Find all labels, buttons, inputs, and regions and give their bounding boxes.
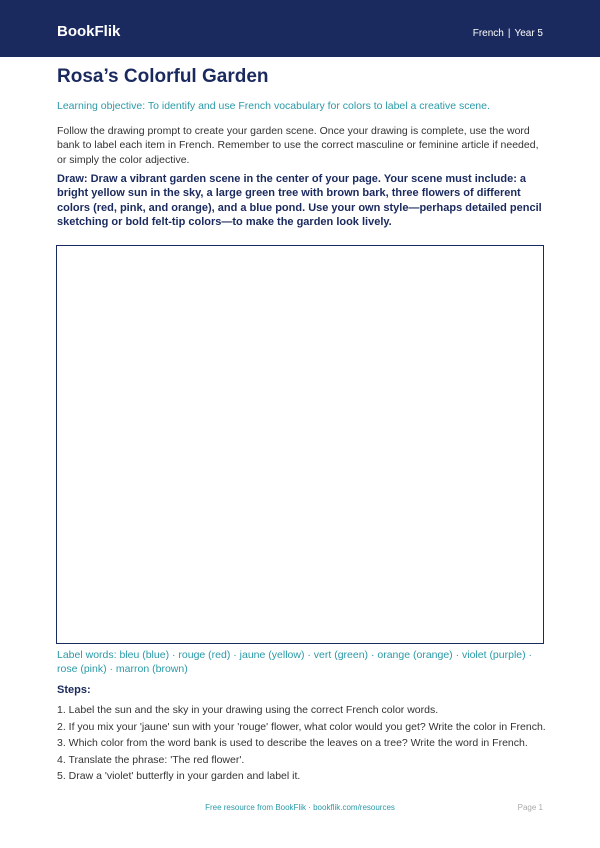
footer-source: Free resource from BookFlik · bookflik.com/resources xyxy=(205,803,395,812)
step-item: 3. Which color from the word bank is used to describe the leaves on a tree? Write the word in French. xyxy=(57,737,528,749)
page-number: Page 1 xyxy=(517,803,543,812)
brand-logo: BookFlik xyxy=(57,23,121,40)
steps-heading: Steps: xyxy=(57,684,91,696)
page-title: Rosa’s Colorful Garden xyxy=(57,66,269,87)
subject-label: French xyxy=(472,28,504,39)
step-item: 5. Draw a 'violet' butterfly in your garden and label it. xyxy=(57,770,301,782)
word-bank: Label words: bleu (blue) · rouge (red) · jaune (yellow) · vert (green) · orange (orange) · violet (purple) · rose (pink) · marron (brown) xyxy=(57,649,533,675)
meta-separator: | xyxy=(507,28,511,39)
drawing-prompt: Draw: Draw a vibrant garden scene in the center of your page. Your scene must include: a bright yellow sun in the sky, a large green tree with brown bark, three flowers of different colors (red, pink, and orange), and a blue pond. Use your own style—perhaps detailed pencil sketching or bold felt-tip colors—to make the garden look lively. xyxy=(57,173,542,228)
step-item: 2. If you mix your 'jaune' sun with your 'rouge' flower, what color would you get? Write the color in French. xyxy=(57,720,546,733)
step-item: 1. Label the sun and the sky in your drawing using the correct French color words. xyxy=(57,704,439,716)
steps-list xyxy=(57,703,547,786)
drawing-area[interactable] xyxy=(56,245,544,644)
subject-grade-label xyxy=(473,27,543,41)
learning-objective: Learning objective: To identify and use French vocabulary for colors to label a creative scene. xyxy=(57,100,490,112)
step-item: 4. Translate the phrase: 'The red flower'. xyxy=(57,753,245,766)
intro-instructions: Follow the drawing prompt to create your garden scene. Once your drawing is complete, use the word bank to label each item in French. Remember to use the correct masculine or feminine article if needed, or simply the color adjective. xyxy=(57,125,539,166)
grade-label: Year 5 xyxy=(514,28,543,39)
header-bar xyxy=(0,0,600,57)
